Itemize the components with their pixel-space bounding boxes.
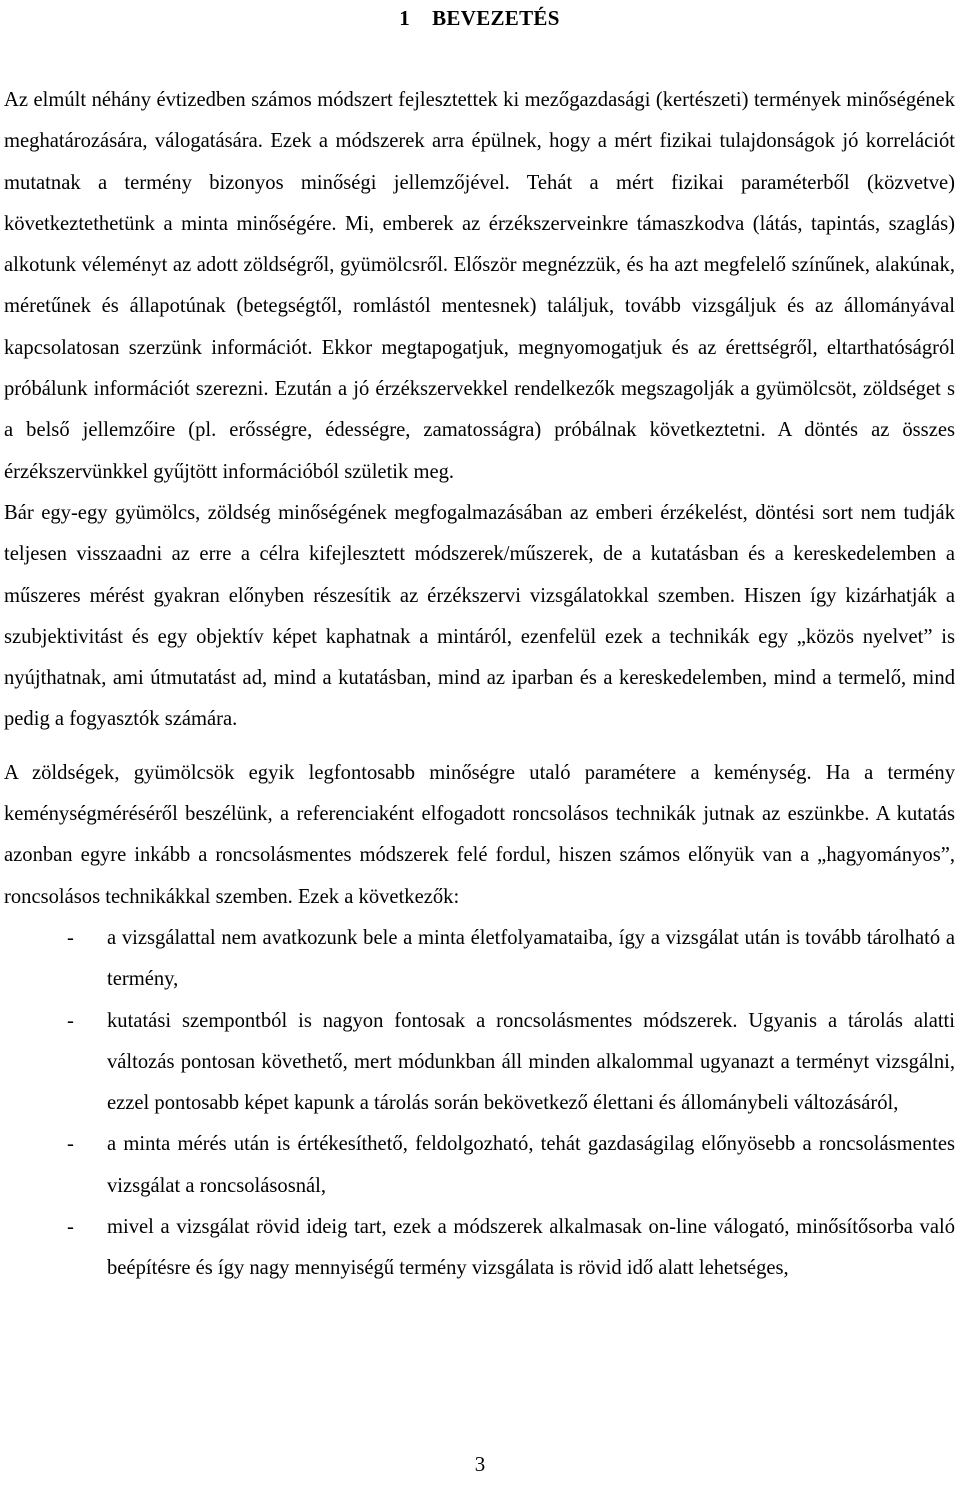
paragraph-2: Bár egy-egy gyümölcs, zöldség minőségének megfogalmazásában az emberi érzékelést, döntési sort nem tudják teljesen visszaadni az erre a célra kifejlesztett módszerek/műszerek, de a kutatásban és a kereskedelemben a műszeres mérést gyakran előnyben részesítik az érzékszervi vizsgálatokkal szemben. Hiszen így kizárhatják a szubjektivitást és egy objektív képet kaphatnak a mintáról, ezenfelül ezek a technikák egy „közös nyelvet” is nyújthatnak, ami útmutatást ad, mind a kutatásban, mind az iparban és a kereskedelemben, mind a termelő, mind pedig a fogyasztók számára. [4,501,955,731]
list-bullet: - [67,1216,74,1239]
list-item-text: a vizsgálattal nem avatkozunk bele a minta életfolyamataiba, így a vizsgálat után is tovább tárolható a termény, [107,926,955,991]
advantages-list [4,918,955,1290]
list-item [4,918,955,1001]
list-item-text: mivel a vizsgálat rövid ideig tart, ezek a módszerek alkalmasak on-line válogató, minősítősorba való beépítésre és így nagy mennyiségű termény vizsgálata is rövid idő alatt lehetséges, [107,1216,955,1280]
list-item-text: kutatási szempontból is nagyon fontosak a roncsolásmentes módszerek. Ugyanis a tárolás alatti változás pontosan követhető, mert módunkban áll minden alkalommal ugyanazt a terményt vizsgálni, ezzel pontosabb képet kapunk a tárolás során bekövetkező élettani és állománybeli változásáról, [107,1009,955,1115]
chapter-number: 1 [399,6,411,30]
list-item-text: a minta mérés után is értékesíthető, feldolgozható, tehát gazdaságilag előnyösebb a roncsolásmentes vizsgálat a roncsolásosnál, [107,1133,955,1197]
chapter-heading [4,4,955,32]
paragraph-3: A zöldségek, gyümölcsök egyik legfontosabb minőségre utaló paramétere a keménység. Ha a termény keménységméréséről beszélünk, a referenciaként elfogadott roncsolásos technikák jutnak az eszünkbe. A kutatás azonban egyre inkább a roncsolásmentes módszerek felé fordul, hiszen számos előnyük van a „hagyományos”, roncsolásos technikákkal szemben. Ezek a következők: [4,761,955,908]
list-bullet: - [67,1133,74,1156]
page-number: 3 [474,1452,486,1476]
list-item [4,1001,955,1125]
list-item [4,1124,955,1207]
paragraph-1: Az elmúlt néhány évtizedben számos módszert fejlesztettek ki mezőgazdasági (kertészeti) termények minőségének meghatározására, válogatására. Ezek a módszerek arra épülnek, hogy a mért fizikai tulajdonságok jó korrelációt mutatnak a termény bizonyos minőségi jellemzőjével. Tehát a mért fizikai paraméterből (közvetve) következtethetünk a minta minőségére. Mi, emberek az érzékszerveinkre támaszkodva (látás, tapintás, szaglás) alkotunk véleményt az adott zöldségről, gyümölcsről. Először megnézzük, és ha azt megfelelő színűnek, alakúnak, méretűnek és állapotúnak (betegségtől, romlástól mentesnek) találjuk, tovább vizsgáljuk és az állományával kapcsolatosan szerzünk információt. Ekkor megtapogatjuk, megnyomogatjuk és az érettségről, eltarthatóságról próbálunk információt szerezni. Ezután a jó érzékszervekkel rendelkezők megszagolják a gyümölcsöt, zöldséget s a belső jellemzőire (pl. erősségre, édességre, zamatosságra) próbálnak következtetni. A döntés az összes érzékszervünkkel gyűjtött információból születik meg. [4,89,955,483]
chapter-title: BEVEZETÉS [432,6,560,30]
document-page [4,0,955,1290]
list-item [4,1207,955,1290]
list-bullet: - [67,1009,74,1032]
list-bullet: - [67,926,74,949]
